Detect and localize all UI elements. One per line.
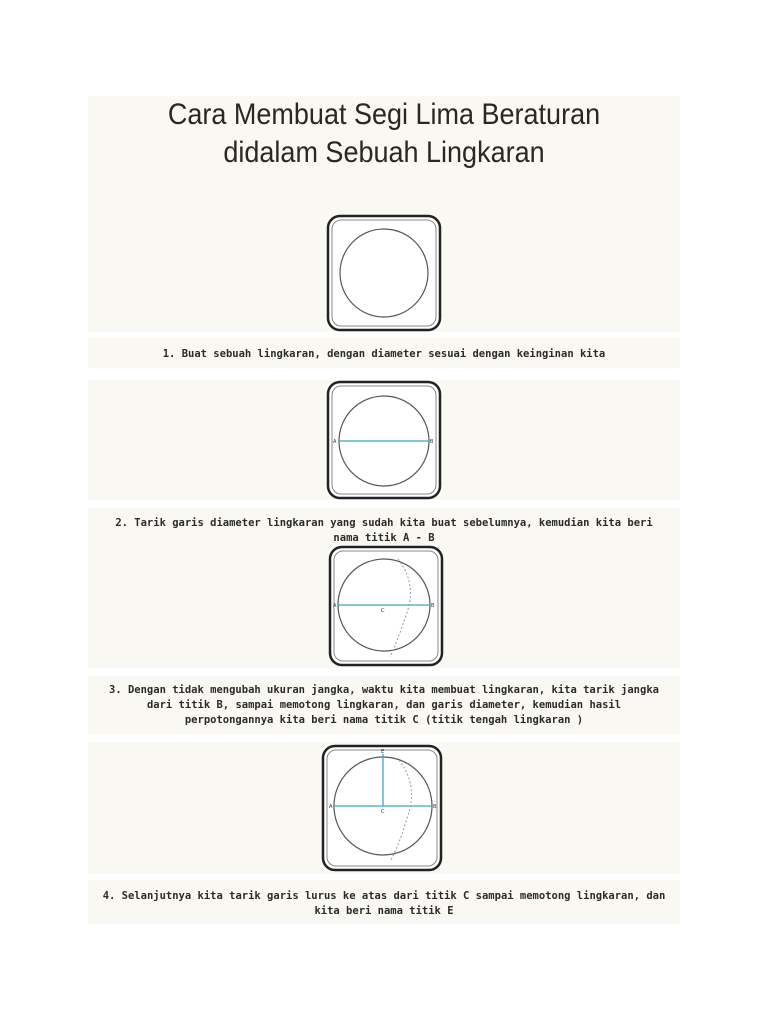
step2-caption-line-2: nama titik A - B [333,532,435,544]
step4-caption-line-1: 4. Selanjutnya kita tarik garis lurus ke atas dari titik C sampai memotong lingkaran, dan [102,890,666,902]
step4-label-e: E [381,749,385,755]
step3-label-b: B [431,603,435,609]
step4-caption-line-2: kita beri nama titik E [314,905,454,917]
step3-caption-line-2: dari titik B, sampai memotong lingkaran, dan garis diameter, kemudian hasil [146,699,622,711]
step1-caption-line: 1. Buat sebuah lingkaran, dengan diameter sesuai dengan keinginan kita [162,348,606,360]
step4-caption [88,889,680,919]
step1-figure [326,214,442,332]
step3-caption-line-3: perpotongannya kita beri nama titik C (titik tengah lingkaran ) [184,714,584,726]
step1-caption [88,347,680,362]
step4-label-a: A [329,804,333,810]
step1-frame [328,216,440,330]
step3-caption-line-1: 3. Dengan tidak mengubah ukuran jangka, waktu kita membuat lingkaran, kita tarik jangka [109,684,659,696]
title-line-2: didalam Sebuah Lingkaran [223,136,545,169]
step2-label-b: B [430,439,434,445]
step2-caption-line-1: 2. Tarik garis diameter lingkaran yang sudah kita buat sebelumnya, kemudian kita beri [115,517,653,529]
step4-label-c: C [381,809,385,815]
step2-figure [326,380,442,500]
step3-frame [330,547,442,665]
step3-label-a: A [333,603,337,609]
step3-label-c: C [381,608,385,614]
step4-figure [321,744,443,872]
title-line-1: Cara Membuat Segi Lima Beraturan [167,98,601,131]
step2-caption [88,516,680,546]
step3-caption [88,683,680,728]
step4-frame [323,746,441,870]
page-title [118,96,651,172]
step4-label-b: B [433,804,437,810]
step3-figure [328,545,444,667]
step2-label-a: A [333,439,337,445]
step2-frame [328,382,440,498]
